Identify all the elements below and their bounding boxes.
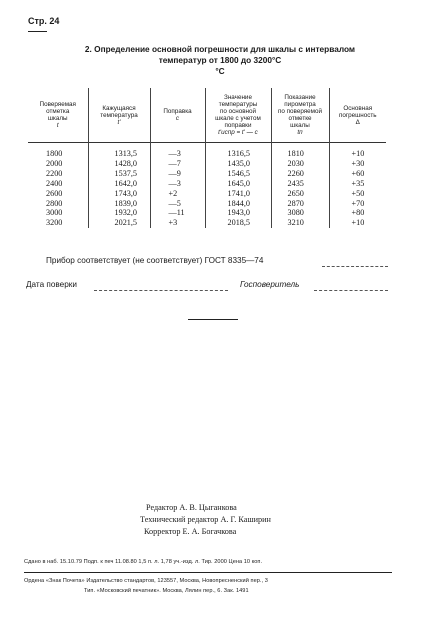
col-header-correction: Поправка c [150, 88, 205, 143]
section-heading-line1: 2. Определение основной погрешности для шкалы с интервалом [84, 44, 356, 54]
cell-mark: 1800 [46, 149, 63, 158]
cell-correction: +3 [150, 218, 205, 228]
proofreader-credit: Корректор Е. А. Богачкова [144, 527, 237, 536]
cell-reading: 2260 [271, 169, 329, 179]
section-heading-line2: температур от 1800 до 3200°С [158, 55, 282, 65]
table-row [28, 159, 386, 169]
cell-apparent: 1642,0 [88, 179, 150, 189]
cell-mark: 3000 [46, 208, 63, 218]
cell-apparent: 1932,0 [88, 208, 150, 218]
cell-reading: 3080 [271, 208, 329, 218]
table-row [28, 179, 386, 189]
table-row [28, 199, 386, 209]
cell-mark: 2000 [46, 158, 63, 168]
imprint-line-2: Ордена «Знак Почета» Издательство стандартов, 123557, Москва, Новопресненский пер., 3 [24, 578, 268, 584]
cell-corrected: 2018,5 [205, 218, 271, 228]
cell-corrected: 1316,5 [205, 143, 271, 159]
cell-mark: 2400 [46, 178, 63, 188]
cell-mark: 2200 [46, 168, 63, 178]
cell-correction: —7 [150, 159, 205, 169]
section-heading-unit: °С [215, 66, 225, 76]
col-header-apparent-temperature: Кажущаяся температура t' [88, 88, 150, 143]
cell-reading: 2435 [271, 179, 329, 189]
cell-apparent: 1537,5 [88, 169, 150, 179]
col-header-pyrometer-reading: Показание пирометра по поверяемой отметке шкалы tп [271, 88, 329, 143]
cell-correction: —3 [150, 143, 205, 159]
cell-reading: 2650 [271, 189, 329, 199]
calibration-table [28, 88, 386, 228]
cell-error: +60 [329, 169, 386, 179]
verifier-blank-line [314, 290, 388, 291]
table-header-row [28, 88, 386, 143]
cell-error: +10 [329, 143, 386, 159]
cell-apparent: 2021,5 [88, 218, 150, 228]
cell-apparent: 1743,0 [88, 189, 150, 199]
conformity-blank-line [322, 266, 388, 267]
cell-error: +70 [329, 199, 386, 209]
imprint-line-1: Сдано в наб. 15.10.79 Подп. к печ 11.08.80 1,5 п. л. 1,78 уч.-изд. л. Тир. 2000 Цена 10 коп. [24, 559, 263, 565]
table-row [28, 143, 386, 159]
imprint-rule [24, 572, 392, 573]
cell-correction: —5 [150, 199, 205, 209]
conformity-statement: Прибор соответствует (не соответствует) ГОСТ 8335—74 [46, 256, 264, 265]
cell-mark: 3200 [46, 218, 63, 228]
cell-corrected: 1844,0 [205, 199, 271, 209]
cell-correction: —11 [150, 208, 205, 218]
col-header-corrected-temperature: Значение температуры по основной шкале с учетом поправки t'испр = t' — c [205, 88, 271, 143]
cell-error: +35 [329, 179, 386, 189]
date-label: Дата поверки [26, 280, 77, 289]
col-header-basic-error: Основная погрешность Δ [329, 88, 386, 143]
col-header-checked-mark: Поверяемая отметка шкалы t [39, 101, 76, 129]
cell-corrected: 1546,5 [205, 169, 271, 179]
verifier-label: Госповеритель [240, 280, 300, 289]
cell-corrected: 1645,0 [205, 179, 271, 189]
cell-error: +30 [329, 159, 386, 169]
cell-mark: 2600 [46, 188, 63, 198]
table-row [28, 208, 386, 218]
cell-apparent: 1313,5 [88, 143, 150, 159]
cell-corrected: 1943,0 [205, 208, 271, 218]
page-number: Стр. 24 [28, 16, 60, 26]
cell-mark: 2800 [46, 198, 63, 208]
cell-corrected: 1435,0 [205, 159, 271, 169]
cell-reading: 1810 [271, 143, 329, 159]
date-blank-line [94, 290, 228, 291]
table-row [28, 218, 386, 228]
cell-error: +50 [329, 189, 386, 199]
cell-correction: +2 [150, 189, 205, 199]
cell-correction: —9 [150, 169, 205, 179]
editor-credit: Редактор А. В. Цыганкова [146, 503, 237, 512]
credits-block [140, 502, 271, 538]
page-number-underline [28, 31, 47, 32]
separator-rule [188, 319, 238, 320]
imprint-line-3: Тип. «Московский печатник». Москва, Лялин пер., 6. Зак. 1491 [84, 588, 249, 594]
cell-error: +80 [329, 208, 386, 218]
cell-reading: 2870 [271, 199, 329, 209]
cell-apparent: 1428,0 [88, 159, 150, 169]
table-row [28, 169, 386, 179]
table-row [28, 189, 386, 199]
tech-editor-credit: Технический редактор А. Г. Каширин [140, 515, 271, 524]
cell-corrected: 1741,0 [205, 189, 271, 199]
cell-error: +10 [329, 218, 386, 228]
cell-reading: 2030 [271, 159, 329, 169]
cell-apparent: 1839,0 [88, 199, 150, 209]
cell-correction: —3 [150, 179, 205, 189]
cell-reading: 3210 [271, 218, 329, 228]
